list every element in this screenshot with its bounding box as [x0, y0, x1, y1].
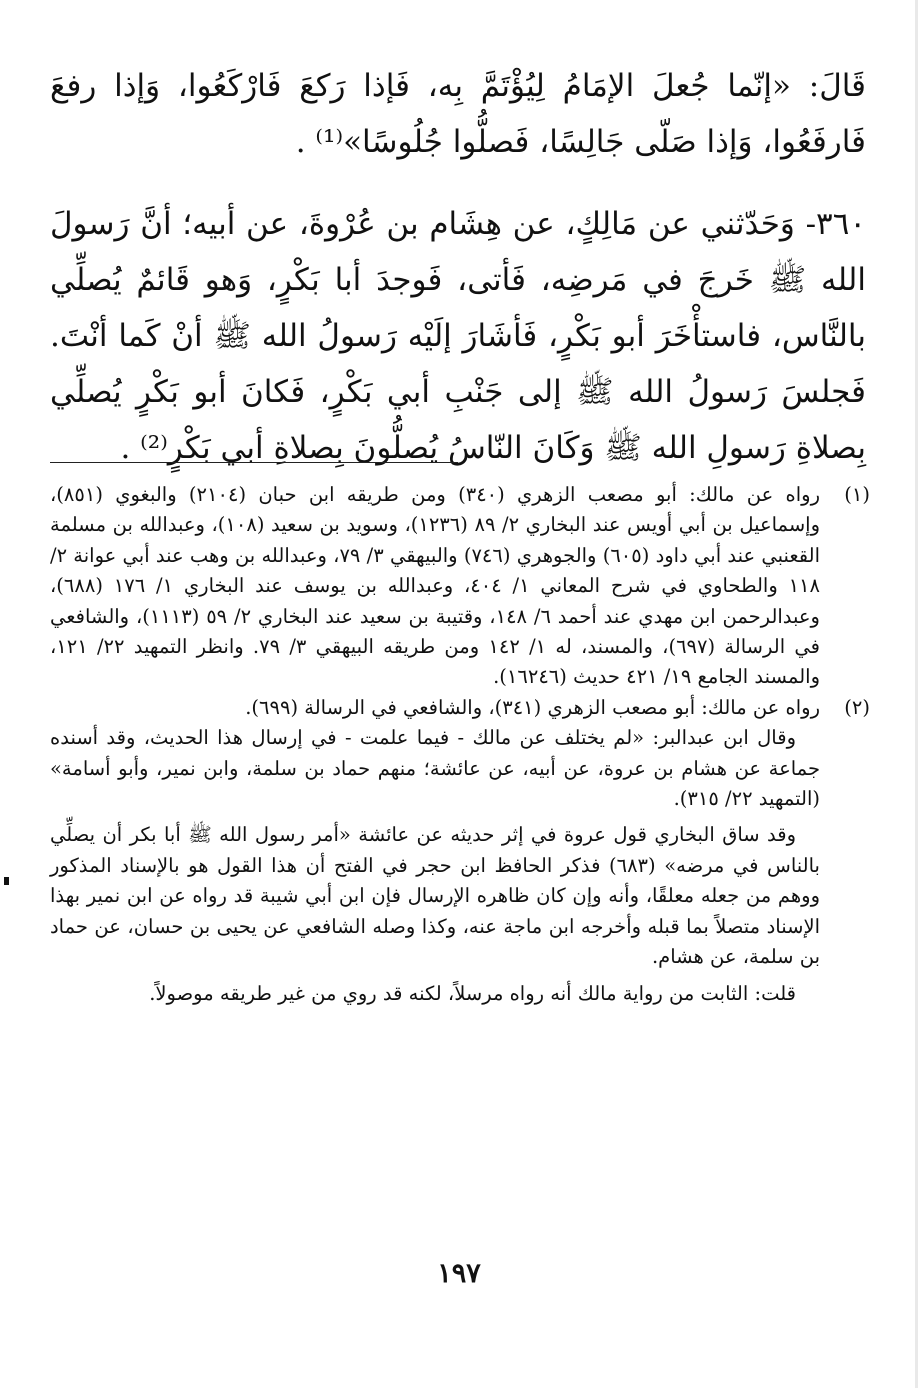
footnote-text: رواه عن مالك: أبو مصعب الزهري (٣٤١)، والشافعي في الرسالة (٦٩٩).: [245, 695, 820, 719]
footnotes-section: [50, 480, 870, 1009]
footnote-2-paragraph: وقال ابن عبدالبر: «لم يختلف عن مالك - فيما علمت - في إرسال هذا الحديث، وقد أسنده جماعة عن هشام بن عروة، عن أبيه، عن عائشة؛ منهم حماد بن سلمة، وابن نمير، وأبو أسامة» (التمهيد ٢٢/ ٣١٥).: [50, 726, 820, 811]
footnote-2-paragraph: وقد ساق البخاري قول عروة في إثر حديثه عن عائشة «أمر رسول الله ﷺ أبا بكر أن يصلِّي بالناس في مرضه» (٦٨٣) فذكر الحافظ ابن حجر في الفتح أن هذا القول هو بالإسناد المذكور ووهم من جعله معلقًا، وأنه وإن كان ظاهره الإرسال فإن ابن أبي شيبة قد رواه عن ابن نمير بهذا الإسناد متصلاً بما قبله وأخرجه ابن ماجة عنه، وكذا وصله الشافعي عن يحيى بن حسان، عن حماد بن سلمة، عن هشام.: [50, 823, 820, 969]
hadith-360-paragraph: ٣٦٠- وَحَدّثني عن مَالِكٍ، عن هِشَام بن عُرْوةَ، عن أبيه؛ أنَّ رَسولَ الله ﷺ خَرجَ في مَرضِه، فَأتى، فَوجدَ أبا بَكْرٍ، وَهو قَائمٌ يُصلِّي بالنَّاس، فاستأْخَرَ أبو بَكْرٍ، فَأشَارَ إلَيْه رَسولُ الله ﷺ أنْ كَما أنْتَ. فَجلسَ رَسولُ الله ﷺ إلى جَنْبِ أبي بَكْرٍ، فَكانَ أبو بَكْرٍ يُصلِّي بِصلاةِ رَسولِ الله ﷺ وَكَانَ النّاسُ يُصلُّونَ بِصلاةِ أبي بَكْرٍ⁽²⁾ .: [50, 206, 866, 466]
footnote-separator: [50, 462, 458, 463]
footnote-1: [50, 480, 870, 693]
footnote-2: [50, 693, 870, 723]
main-text-paragraph-1: قَالَ: «إنّما جُعلَ الإمَامُ لِيُؤْتَمَّ بِه، فَإذا رَكعَ فَارْكَعُوا، وَإذا رفعَ فَارفَعُوا، وَإذا صَلّى جَالِسًا، فَصلُّوا جُلُوسًا»⁽¹⁾ .: [50, 68, 866, 160]
footnote-number: (١): [844, 483, 870, 506]
page-number: ١٩٧: [437, 1258, 481, 1289]
footnote-number: (٢): [844, 695, 870, 719]
footnote-text: رواه عن مالك: أبو مصعب الزهري (٣٤٠) ومن طريقه ابن حبان (٢١٠٤) والبغوي (٨٥١)، وإسماعيل بن أبي أويس عند البخاري ٢/ ٨٩ (١٢٣٦)، وسويد بن سعيد (١٠٨)، وعبدالله بن مسلمة القعنبي عند أبي داود (٦٠٥) والجوهري (٧٤٦) والبيهقي ٣/ ٧٩، وعبدالله بن وهب عند أبي عوانة ٢/ ١١٨ والطحاوي في شرح المعاني ١/ ٤٠٤، وعبدالله بن يوسف عند البخاري ١/ ١٧٦ (٦٨٨)، وعبدالرحمن ابن مهدي عند أحمد ٦/ ١٤٨، وقتيبة بن سعيد عند البخاري ٢/ ٥٩ (١١١٣)، والشافعي في الرسالة (٦٩٧)، والمسند، له ١/ ١٤٢ ومن طريقه البيهقي ٣/ ٧٩. وانظر التمهيد ٢٢/ ١٢١، والمسند الجامع ١٩/ ٤٢١ حديث (١٦٢٤٦).: [50, 483, 821, 689]
scan-margin-mark: [4, 877, 9, 885]
footnote-2-paragraph: قلت: الثابت من رواية مالك أنه رواه مرسلاً، لكنه قد روي من غير طريقه موصولاً.: [149, 981, 796, 1005]
